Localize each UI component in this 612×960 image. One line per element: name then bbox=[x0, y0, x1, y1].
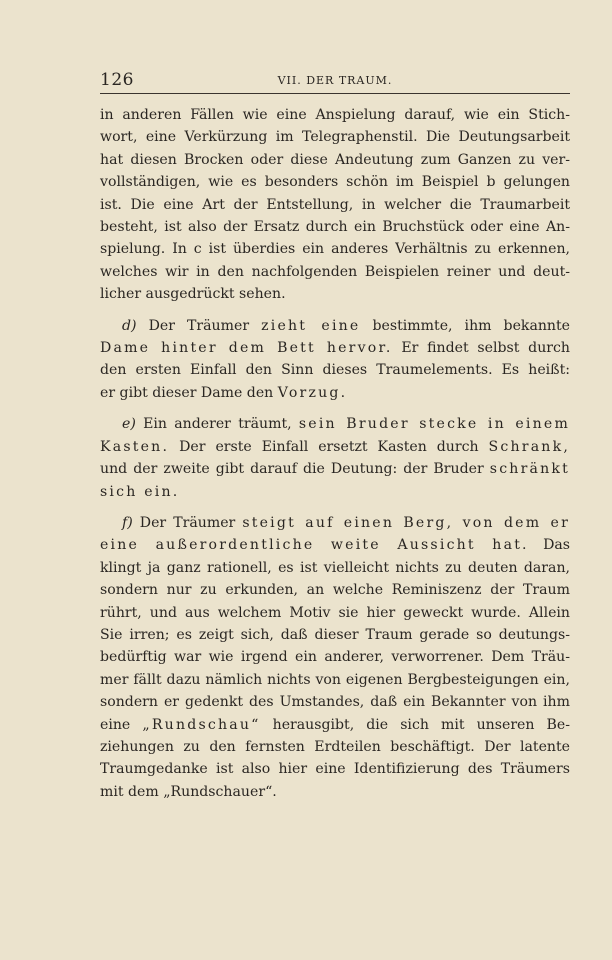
text-line bbox=[100, 436, 570, 458]
text-run: Der Träumer bbox=[148, 317, 250, 334]
spaced-text: „Rundschau“ bbox=[142, 716, 261, 733]
example-label: d) bbox=[122, 317, 137, 334]
text-line: hat diesen Brocken oder diese Andeutung zum Ganzen zu ver- bbox=[100, 151, 570, 168]
text-line bbox=[100, 382, 570, 404]
text-line: in anderen Fällen wie eine Anspielung darauf, wie ein Stich- bbox=[100, 107, 570, 123]
spaced-text: sein Bruder stecke in einem bbox=[298, 416, 571, 433]
text-line: wort, eine Verkürzung im Telegraphenstil. Die Deutungsarbeit bbox=[100, 129, 570, 146]
text-line bbox=[100, 413, 570, 435]
text-line bbox=[100, 315, 570, 337]
text-line: sondern nur zu erkunden, an welche Reminiszenz der Traum bbox=[100, 582, 570, 599]
text-line: rührt, und aus welchem Motiv sie hier geweckt wurde. Allein bbox=[100, 604, 570, 621]
text-line: klingt ja ganz rationell, es ist vielleicht nichts zu deuten daran, bbox=[100, 559, 570, 576]
text-run: er gibt dieser Dame den bbox=[100, 384, 274, 401]
paragraph-example-f bbox=[100, 512, 570, 803]
text-line bbox=[100, 512, 570, 534]
text-line: licher ausgedrückt sehen. bbox=[100, 286, 286, 303]
text-run: Er findet selbst durch bbox=[401, 340, 570, 357]
spaced-text: Kasten. bbox=[100, 438, 170, 455]
spaced-text: Dame hinter dem Bett hervor. bbox=[100, 340, 393, 357]
spaced-text: steigt auf einen Berg, von dem er bbox=[242, 514, 571, 531]
text-run: Das bbox=[543, 537, 570, 554]
example-label: f) bbox=[122, 514, 133, 531]
text-line: bedürftig war wie irgend ein anderer, verworrener. Dem Träu- bbox=[100, 649, 570, 666]
text-line: den ersten Einfall den Sinn dieses Traumelements. Es heißt: bbox=[100, 362, 570, 379]
text-line: ist. Die eine Art der Entstellung, in welcher die Traumarbeit bbox=[100, 196, 570, 213]
text-line bbox=[100, 458, 570, 480]
text-run: Der erste Einfall ersetzt Kasten durch bbox=[179, 438, 479, 455]
text-line: ziehungen zu den fernsten Erdteilen beschäftigt. Der latente bbox=[100, 738, 570, 755]
page-body bbox=[100, 104, 570, 812]
text-line bbox=[100, 714, 570, 736]
text-line: mer fällt dazu nämlich nichts von eigenen Bergbesteigungen ein, bbox=[100, 671, 570, 688]
text-run: bestimmte, ihm bekannte bbox=[372, 317, 571, 334]
paragraph-example-d bbox=[100, 315, 570, 405]
text-run: Ein anderer träumt, bbox=[143, 416, 292, 433]
text-run: herausgibt, die sich mit unseren Be- bbox=[272, 716, 571, 733]
text-line: besteht, ist also der Ersatz durch ein Bruchstück oder eine An- bbox=[100, 219, 570, 236]
spaced-text: eine außerordentliche weite Aussicht hat. bbox=[100, 537, 529, 554]
text-run: eine bbox=[100, 716, 131, 733]
text-line: vollständigen, wie es besonders schön im Beispiel b gelungen bbox=[100, 174, 570, 191]
spaced-text: Vorzug. bbox=[277, 384, 348, 401]
page-header bbox=[100, 68, 570, 94]
paragraph-continuation bbox=[100, 104, 570, 306]
text-line bbox=[100, 337, 570, 359]
text-line: Sie irren; es zeigt sich, daß dieser Traum gerade so deutungs- bbox=[100, 626, 570, 643]
text-line bbox=[100, 534, 570, 556]
spaced-text: schränkt bbox=[489, 461, 570, 478]
example-label: e) bbox=[122, 416, 136, 433]
text-run: und der zweite gibt darauf die Deutung: der Bruder bbox=[100, 461, 484, 478]
paragraph-example-e bbox=[100, 413, 570, 503]
text-line: welches wir in den nachfolgenden Beispielen reiner und deut- bbox=[100, 263, 570, 280]
spaced-text: sich ein. bbox=[100, 483, 180, 500]
text-line: spielung. In c ist überdies ein anderes Verhältnis zu erkennen, bbox=[100, 241, 570, 258]
page-number: 126 bbox=[100, 70, 134, 90]
text-line: Traumgedanke ist also hier eine Identifizierung des Träumers bbox=[100, 761, 570, 778]
header-rule bbox=[100, 93, 570, 94]
text-run: Der Träumer bbox=[139, 514, 236, 531]
text-line: mit dem „Rundschauer“. bbox=[100, 783, 277, 800]
text-line: sondern er gedenkt des Umstandes, daß ein Bekannter von ihm bbox=[100, 694, 570, 711]
text-line bbox=[100, 481, 570, 503]
spaced-text: Schrank, bbox=[488, 438, 571, 455]
running-head: VII. DER TRAUM. bbox=[277, 74, 393, 87]
spaced-text: zieht eine bbox=[261, 317, 361, 334]
